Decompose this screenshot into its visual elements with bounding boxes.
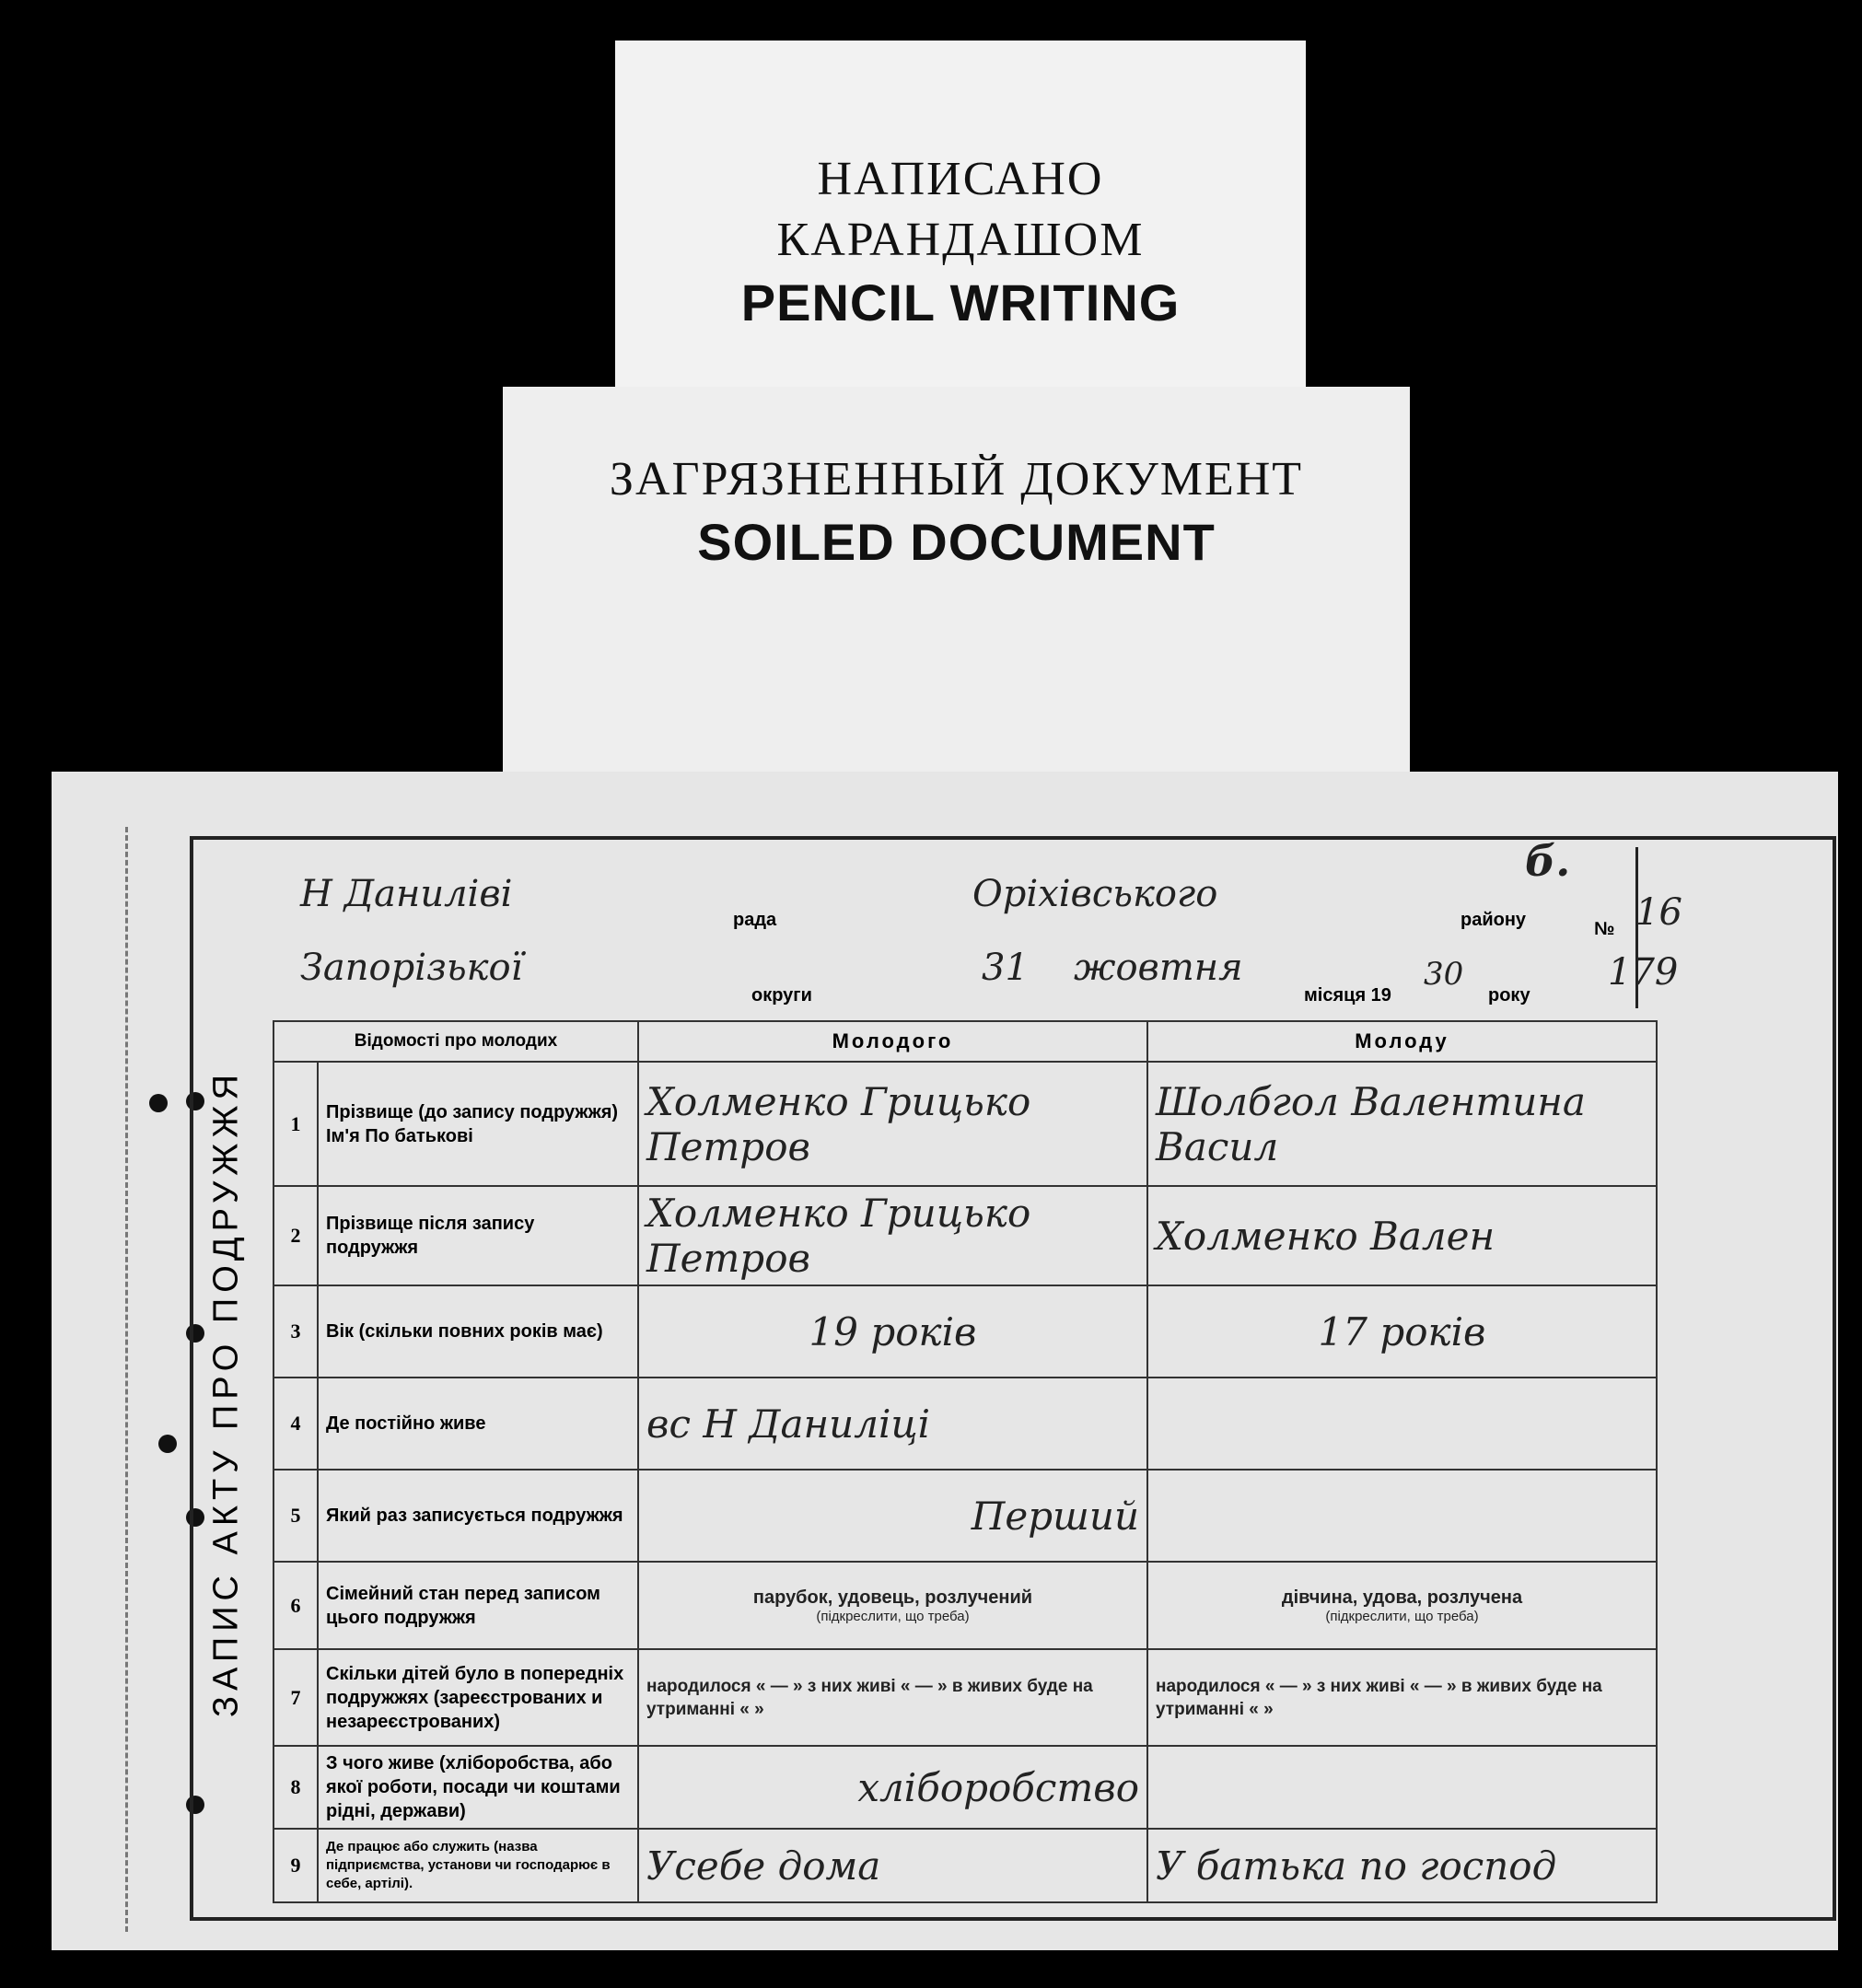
row-label: Прізвище (до запису подружжя) Ім'я По батькові bbox=[318, 1062, 638, 1186]
groom-value: Усебе дома bbox=[638, 1829, 1147, 1902]
bride-value bbox=[1147, 1746, 1657, 1829]
record-table bbox=[273, 1020, 1658, 1903]
table-row bbox=[273, 1285, 1657, 1378]
table-row bbox=[273, 1186, 1657, 1285]
bride-status-note: (підкреслити, що треба) bbox=[1325, 1608, 1479, 1624]
row-number: 6 bbox=[273, 1562, 318, 1649]
groom-value: вс Н Даниліці bbox=[638, 1378, 1147, 1470]
rada-label: рада bbox=[733, 910, 777, 930]
pencil-en: PENCIL WRITING bbox=[740, 273, 1181, 331]
binding-hole bbox=[149, 1094, 168, 1112]
bride-value: У батька по господ bbox=[1147, 1829, 1657, 1902]
groom-value: Перший bbox=[638, 1470, 1147, 1562]
table-row bbox=[273, 1062, 1657, 1186]
soiled-ru: ЗАГРЯЗНЕННЫЙ ДОКУМЕНТ bbox=[609, 453, 1304, 506]
table-row bbox=[273, 1649, 1657, 1746]
month-value: жовтня bbox=[1074, 947, 1243, 989]
row-number: 2 bbox=[273, 1186, 318, 1285]
row-number: 7 bbox=[273, 1649, 318, 1746]
roku-label: року bbox=[1488, 985, 1530, 1006]
bride-status bbox=[1147, 1562, 1657, 1649]
row-number: 1 bbox=[273, 1062, 318, 1186]
bride-value: Шолбгол Валентина Васил bbox=[1147, 1062, 1657, 1186]
col-groom: Молодого bbox=[638, 1021, 1147, 1062]
vertical-title-text: ЗАПИС АКТУ ПРО ПОДРУЖЖЯ bbox=[206, 1069, 246, 1717]
row-label: Скільки дітей було в попередніх подружжях (зареєстрованих и незареєстрованих) bbox=[318, 1649, 638, 1746]
okruhy-value: Запорізької bbox=[300, 947, 523, 989]
row-label: Який раз записується подружжя bbox=[318, 1470, 638, 1562]
bride-value: 17 років bbox=[1147, 1285, 1657, 1378]
marriage-record-sheet bbox=[52, 772, 1838, 1950]
rada-value: Н Даниліві bbox=[300, 873, 513, 915]
col-bride: Молоду bbox=[1147, 1021, 1657, 1062]
groom-status bbox=[638, 1562, 1147, 1649]
day-value: 31 bbox=[982, 947, 1029, 989]
row-label: Прізвище після запису подружжя bbox=[318, 1186, 638, 1285]
table-row bbox=[273, 1829, 1657, 1902]
groom-value: 19 років bbox=[638, 1285, 1147, 1378]
groom-value: Холменко Грицько Петров bbox=[638, 1186, 1147, 1285]
column-header-row bbox=[273, 1021, 1657, 1062]
misyatsa-label: місяця 19 bbox=[1304, 985, 1391, 1006]
row-number: 3 bbox=[273, 1285, 318, 1378]
rayon-label: району bbox=[1461, 910, 1527, 930]
groom-value: хліборобство bbox=[638, 1746, 1147, 1829]
soiled-en: SOILED DOCUMENT bbox=[697, 513, 1216, 571]
table-row bbox=[273, 1378, 1657, 1470]
row-label: Де постійно живе bbox=[318, 1378, 638, 1470]
pencil-writing-card bbox=[615, 41, 1306, 409]
row-label: Де працює або служить (назва підприємства, установи чи господарює в себе, артілі). bbox=[318, 1829, 638, 1902]
binding-hole bbox=[158, 1435, 177, 1453]
number-value-2: 179 bbox=[1608, 951, 1679, 994]
pencil-ru-line2: КАРАНДАШОМ bbox=[776, 214, 1145, 266]
bride-value bbox=[1147, 1378, 1657, 1470]
groom-children: народилося « — » з них живі « — » в живих буде на утриманні « » bbox=[638, 1649, 1147, 1746]
row-number: 5 bbox=[273, 1470, 318, 1562]
row-label: Вік (скільки повних років має) bbox=[318, 1285, 638, 1378]
groom-status-options: парубок, удовець, розлучений bbox=[752, 1587, 1033, 1608]
number-value: 16 bbox=[1635, 891, 1682, 934]
row-number: 4 bbox=[273, 1378, 318, 1470]
row-number: 9 bbox=[273, 1829, 318, 1902]
table-row bbox=[273, 1562, 1657, 1649]
table-row bbox=[273, 1470, 1657, 1562]
row-number: 8 bbox=[273, 1746, 318, 1829]
bride-value: Холменко Вален bbox=[1147, 1186, 1657, 1285]
year-value: 30 bbox=[1424, 956, 1464, 993]
bride-children: народилося « — » з них живі « — » в живих буде на утриманні « » bbox=[1147, 1649, 1657, 1746]
okruhy-label: округи bbox=[751, 985, 812, 1006]
soiled-document-card bbox=[503, 387, 1410, 773]
vertical-title bbox=[190, 910, 263, 1877]
groom-status-note: (підкреслити, що треба) bbox=[816, 1608, 970, 1624]
perforated-edge bbox=[125, 827, 135, 1932]
corner-mark: б. bbox=[1525, 836, 1571, 886]
number-label: № bbox=[1594, 919, 1615, 939]
bride-status-options: дівчина, удова, розлучена bbox=[1281, 1587, 1523, 1608]
col-info: Відомості про молодих bbox=[273, 1021, 638, 1062]
table-row bbox=[273, 1746, 1657, 1829]
row-label: Сімейний стан перед записом цього подружжя bbox=[318, 1562, 638, 1649]
groom-value: Холменко Грицько Петров bbox=[638, 1062, 1147, 1186]
rayon-value: Оріхівського bbox=[972, 873, 1218, 915]
pencil-ru-line1: НАПИСАНО bbox=[817, 153, 1104, 205]
bride-value bbox=[1147, 1470, 1657, 1562]
row-label: З чого живе (хліборобства, або якої роботи, посади чи коштами рідні, держави) bbox=[318, 1746, 638, 1829]
